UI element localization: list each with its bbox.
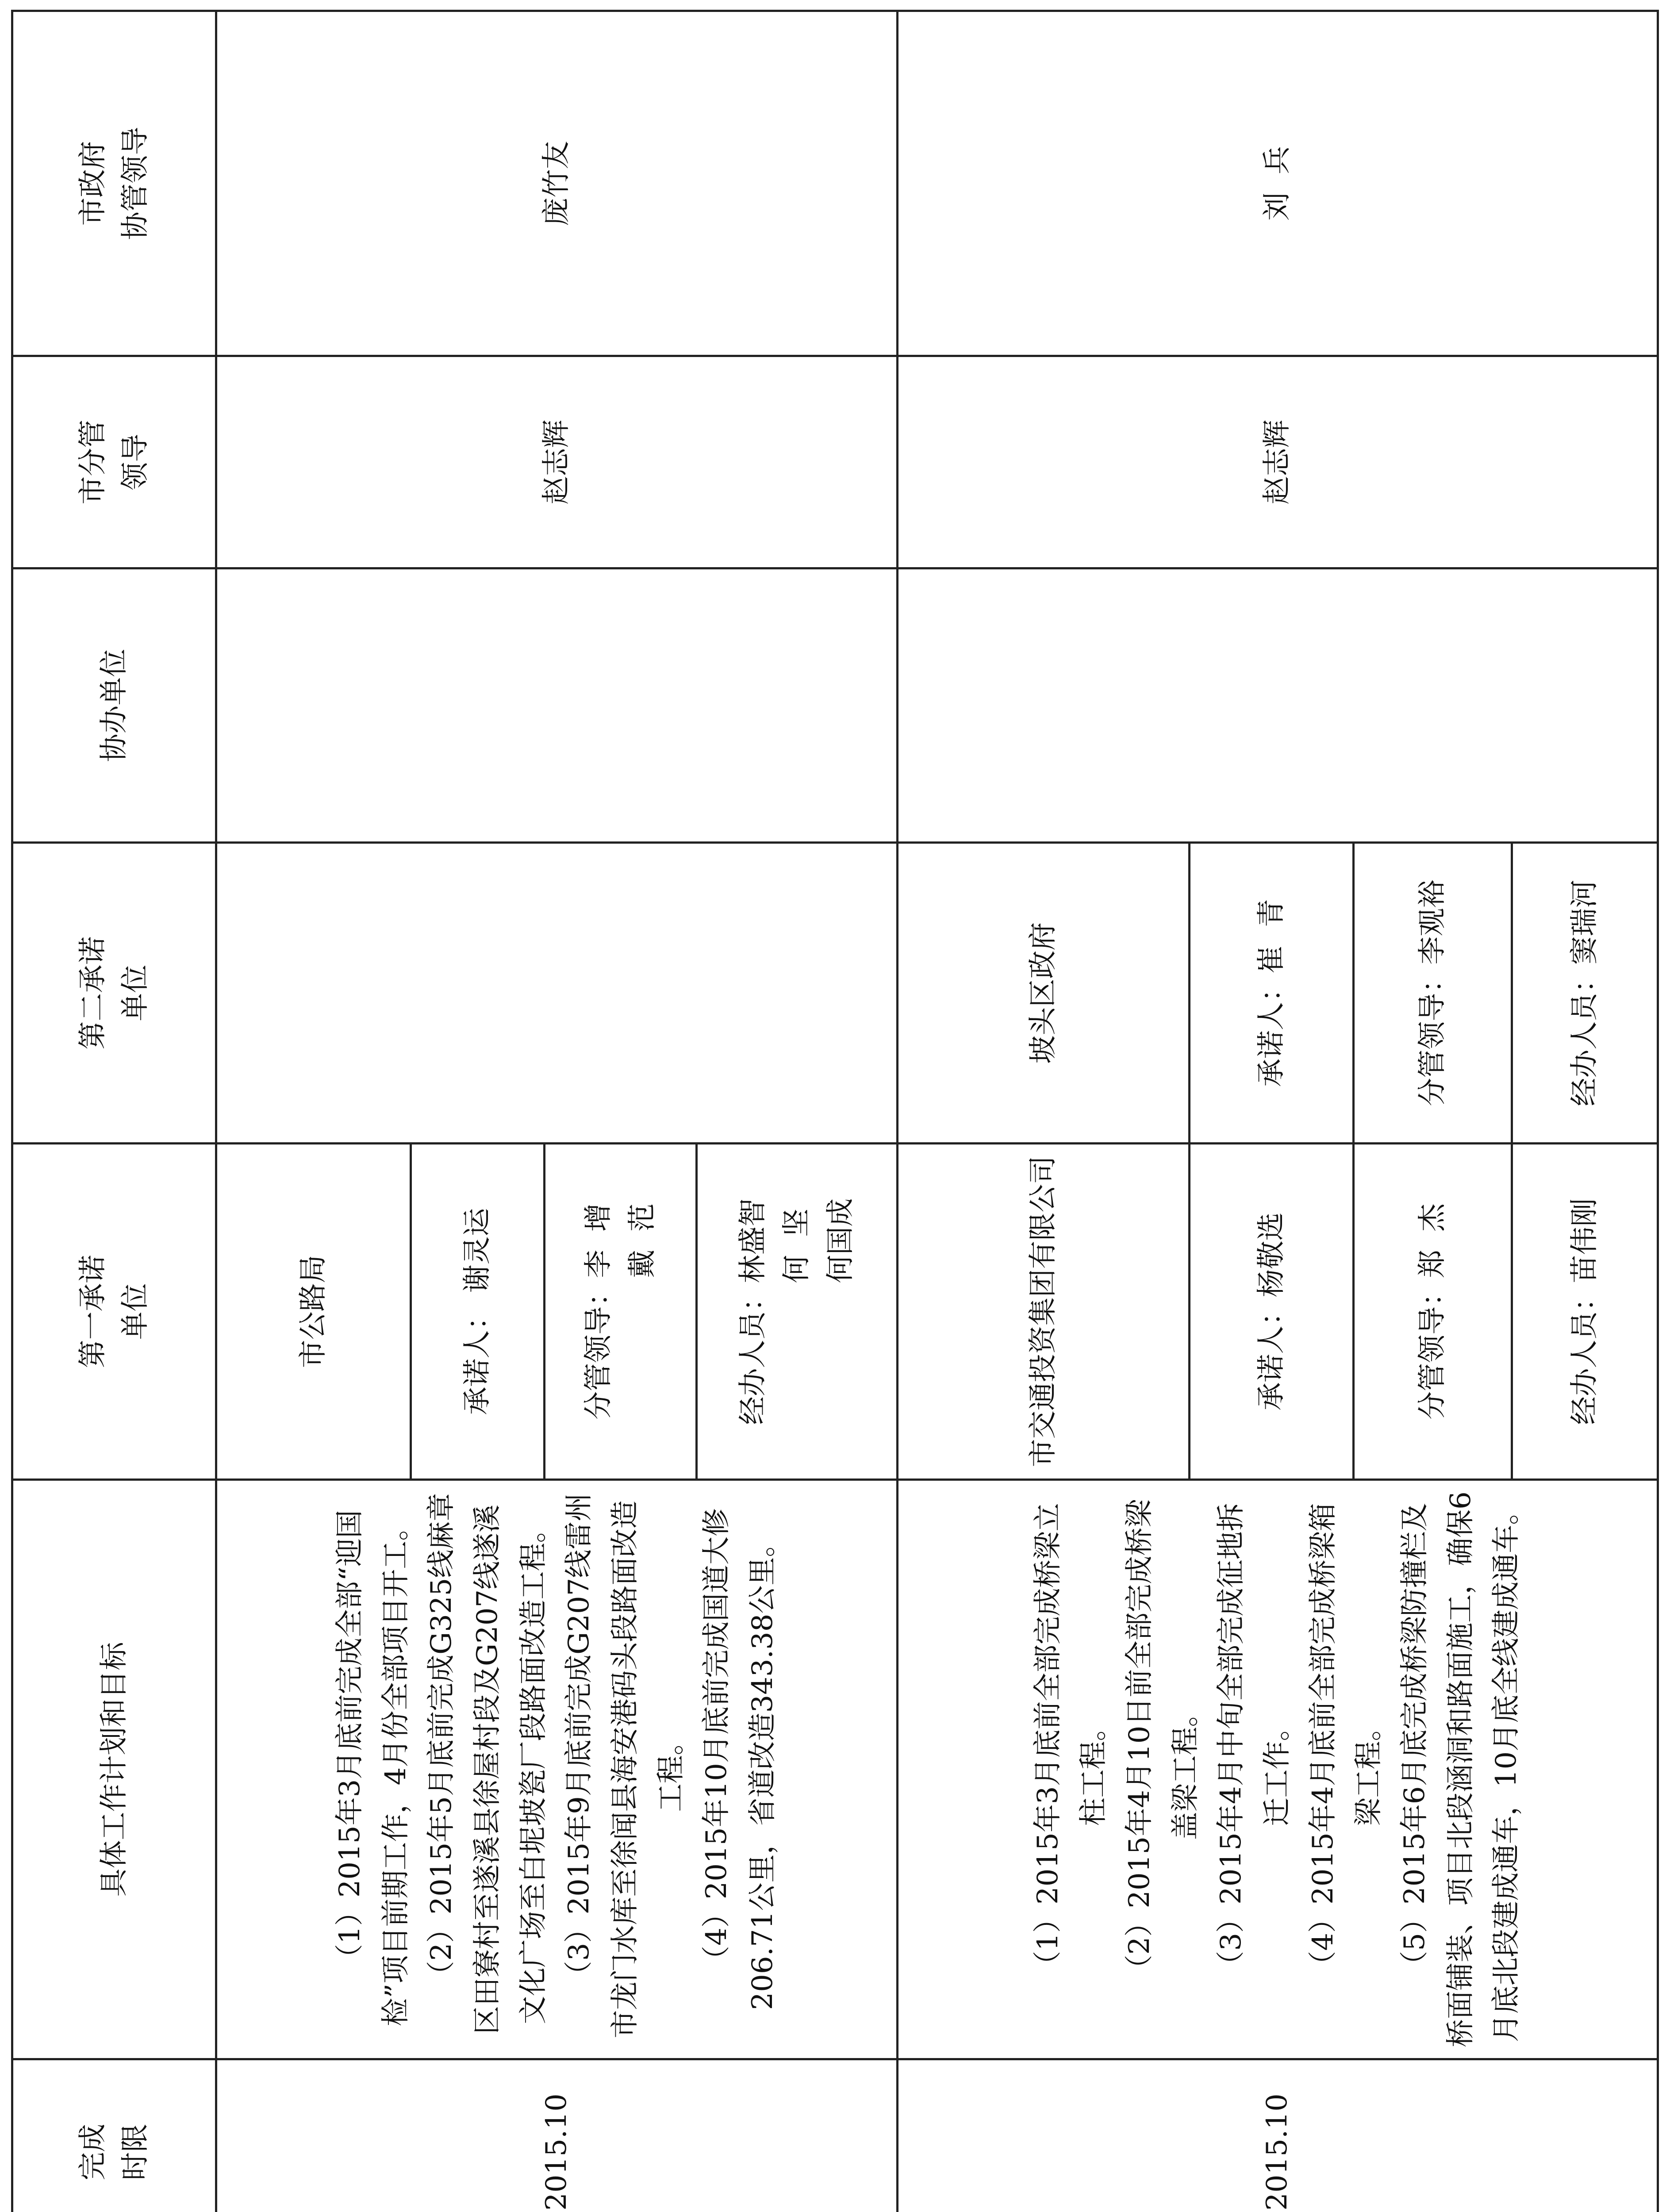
second-unit-name: 坡头区政府 bbox=[897, 843, 1189, 1144]
plan-line: （3）2015年9月底前完成G207线雷州市龙门水库至徐闻县海安港码头段路面改造工程。 bbox=[563, 1493, 687, 2039]
assist-unit bbox=[216, 568, 897, 843]
row-plan bbox=[897, 1480, 1658, 2059]
first-unit-leader: 分管领导：郑 杰 bbox=[1354, 1144, 1512, 1480]
first-unit-staff: 经办人员： 林盛智 何 坚 何国成 bbox=[697, 1144, 898, 1480]
second-unit bbox=[216, 843, 897, 1144]
row-deadline: 2015.10 bbox=[897, 2059, 1658, 2212]
plan-line: （1）2015年3月底前全部完成桥梁立柱工程。 bbox=[1031, 1503, 1110, 1979]
header-gov-leader: 市政府 协管领导 bbox=[12, 11, 216, 356]
header-city-leader: 市分管 领导 bbox=[12, 356, 216, 568]
plan-line: （4）2015年10月底前完成国道大修206.71公里，省道改造343.38公里。 bbox=[700, 1508, 779, 2010]
header-first-unit: 第一承诺 单位 bbox=[12, 1144, 216, 1480]
second-unit-promiser: 承诺人：崔 青 bbox=[1190, 843, 1354, 1144]
gov-leader: 刘 兵 bbox=[897, 11, 1658, 356]
commitment-table bbox=[11, 10, 1659, 2212]
table-row bbox=[897, 11, 1189, 2212]
plan-line: （2）2015年4月10日前全部完成桥梁盖梁工程。 bbox=[1123, 1499, 1202, 1983]
row-deadline: 2015.10 bbox=[216, 2059, 897, 2212]
plan-line: （3）2015年4月中旬全部完成征地拆迁工作。 bbox=[1215, 1503, 1294, 1979]
header-assist-unit: 协办单位 bbox=[12, 568, 216, 843]
first-unit-staff: 经办人员：苗伟刚 bbox=[1512, 1144, 1658, 1480]
header-second-unit: 第二承诺 单位 bbox=[12, 843, 216, 1144]
table-row bbox=[216, 11, 411, 2212]
first-unit-promiser: 承诺人：杨敬选 bbox=[1190, 1144, 1354, 1480]
second-unit-staff: 经办人员：窦瑞河 bbox=[1512, 843, 1658, 1144]
first-unit-leaders: 分管领导： 李 增 戴 范 bbox=[545, 1144, 697, 1480]
header-row bbox=[12, 11, 216, 2212]
plan-line: （2）2015年5月底前完成G325线麻章区田寮村至遂溪县徐屋村段及G207线遂溪文化广场至白坭坡瓷厂段路面改造工程。 bbox=[425, 1493, 550, 2035]
gov-leader: 庞竹友 bbox=[216, 11, 897, 356]
plan-line: （1）2015年3月底前完成全部“迎国检”项目前期工作，4月份全部项目开工。 bbox=[333, 1509, 412, 2027]
second-unit-leader: 分管领导：李观裕 bbox=[1354, 843, 1512, 1144]
first-unit-promiser: 承诺人： 谢灵运 bbox=[411, 1144, 545, 1480]
first-unit-name: 市公路局 bbox=[216, 1144, 411, 1480]
plan-line: （5）2015年6月底完成桥梁防撞栏及桥面铺装、项目北段涵洞和路面施工，确保6月底北段建成通车，10月底全线建成通车。 bbox=[1398, 1491, 1523, 2047]
city-leader: 赵志辉 bbox=[216, 356, 897, 568]
assist-unit bbox=[897, 568, 1658, 843]
header-plan: 具体工作计划和目标 bbox=[12, 1480, 216, 2059]
header-deadline: 完成 时限 bbox=[12, 2059, 216, 2212]
plan-line: （4）2015年4月底前全部完成桥梁箱梁工程。 bbox=[1306, 1503, 1386, 1979]
row-plan bbox=[216, 1480, 897, 2059]
first-unit-name: 市交通投资集团有限公司 bbox=[897, 1144, 1189, 1480]
city-leader: 赵志辉 bbox=[897, 356, 1658, 568]
